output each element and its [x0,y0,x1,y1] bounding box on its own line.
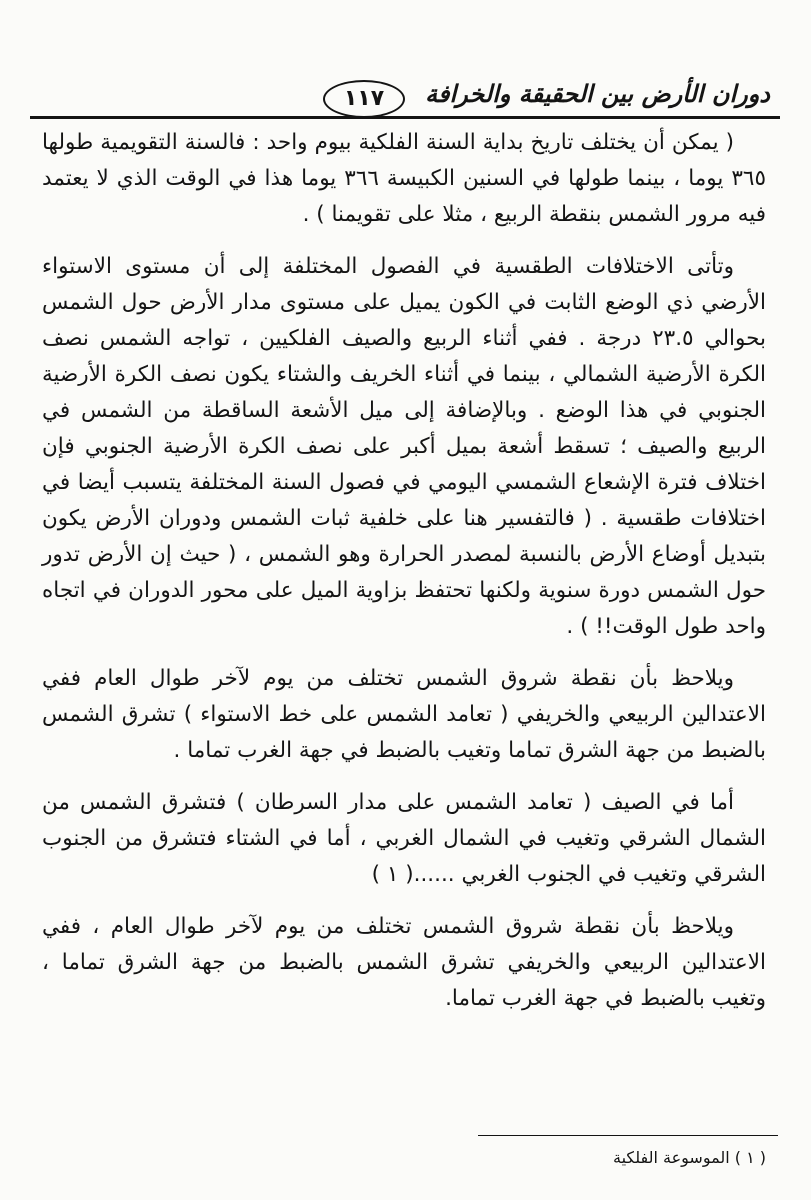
paragraph-1: ( يمكن أن يختلف تاريخ بداية السنة الفلكية بيوم واحد : فالسنة التقويمية طولها ٣٦٥ يوما ، بينما طولها في السنين الكبيسة ٣٦٦ يوما هذا في الوقت الذي لا يعتمد فيه مرور الشمس بنقطة الربيع ، مثلا على تقويمنا ) . [42,130,767,227]
paragraph-5: ويلاحظ بأن نقطة شروق الشمس تختلف من يوم لآخر طوال العام ، ففي الاعتدالين الربيعي والخريفي تشرق الشمس بالضبط من جهة الشرق تماما ، وتغيب بالضبط في جهة الغرب تماما. [42,914,766,1011]
paragraph-3: ويلاحظ بأن نقطة شروق الشمس تختلف من يوم لآخر طوال العام ففي الاعتدالين الربيعي والخريفي ( تعامد الشمس على خط الاستواء ) تشرق الشمس بالضبط من جهة الشرق تماما وتغيب بالضبط في جهة الغرب تماما . [42,666,766,763]
header-rule [30,116,780,119]
running-title: دوران الأرض بين الحقيقة والخرافة [425,80,770,108]
page-number: ١١٧ [323,80,405,118]
footnote-rule [478,1135,778,1136]
paragraph-4: أما في الصيف ( تعامد الشمس على مدار السرطان ) فتشرق الشمس من الشمال الشرقي وتغيب في الشمال الغربي ، أما في الشتاء فتشرق من الجنوب الشرقي وتغيب في الجنوب الغربي ......( ١ ) [42,790,766,887]
footnote: ( ١ ) الموسوعة الفلكية [612,1148,766,1167]
body-text [42,125,766,1033]
running-header [30,78,780,126]
paragraph-2: وتأتى الاختلافات الطقسية في الفصول المختلفة إلى أن مستوى الاستواء الأرضي ذي الوضع الثابت في الكون يميل على مستوى مدار الأرض حول الشمس بحوالي ٢٣.٥ درجة . ففي أثناء الربيع والصيف الفلكيين ، تواجه الشمس نصف الكرة الأرضية الشمالي ، بينما في أثناء الخريف والشتاء يكون نصف الكرة الأرضية الجنوبي في هذا الوضع . وبالإضافة إلى ميل الأشعة الساقطة من الشمس في الربيع والصيف ؛ تسقط أشعة بميل أكبر على نصف الكرة الأرضية الجنوبي فإن اختلاف فترة الإشعاع الشمسي اليومي في فصول السنة المختلفة يتسبب أيضا في اختلافات طقسية . ( فالتفسير هنا على خلفية ثبات الشمس ودوران الأرض يكون بتبديل أوضاع الأرض بالنسبة لمصدر الحرارة وهو الشمس ، ( حيث إن الأرض تدور حول الشمس دورة سنوية ولكنها تحتفظ بزاوية الميل على محور الدوران في اتجاه واحد طول الوقت!! ) . [42,254,767,639]
